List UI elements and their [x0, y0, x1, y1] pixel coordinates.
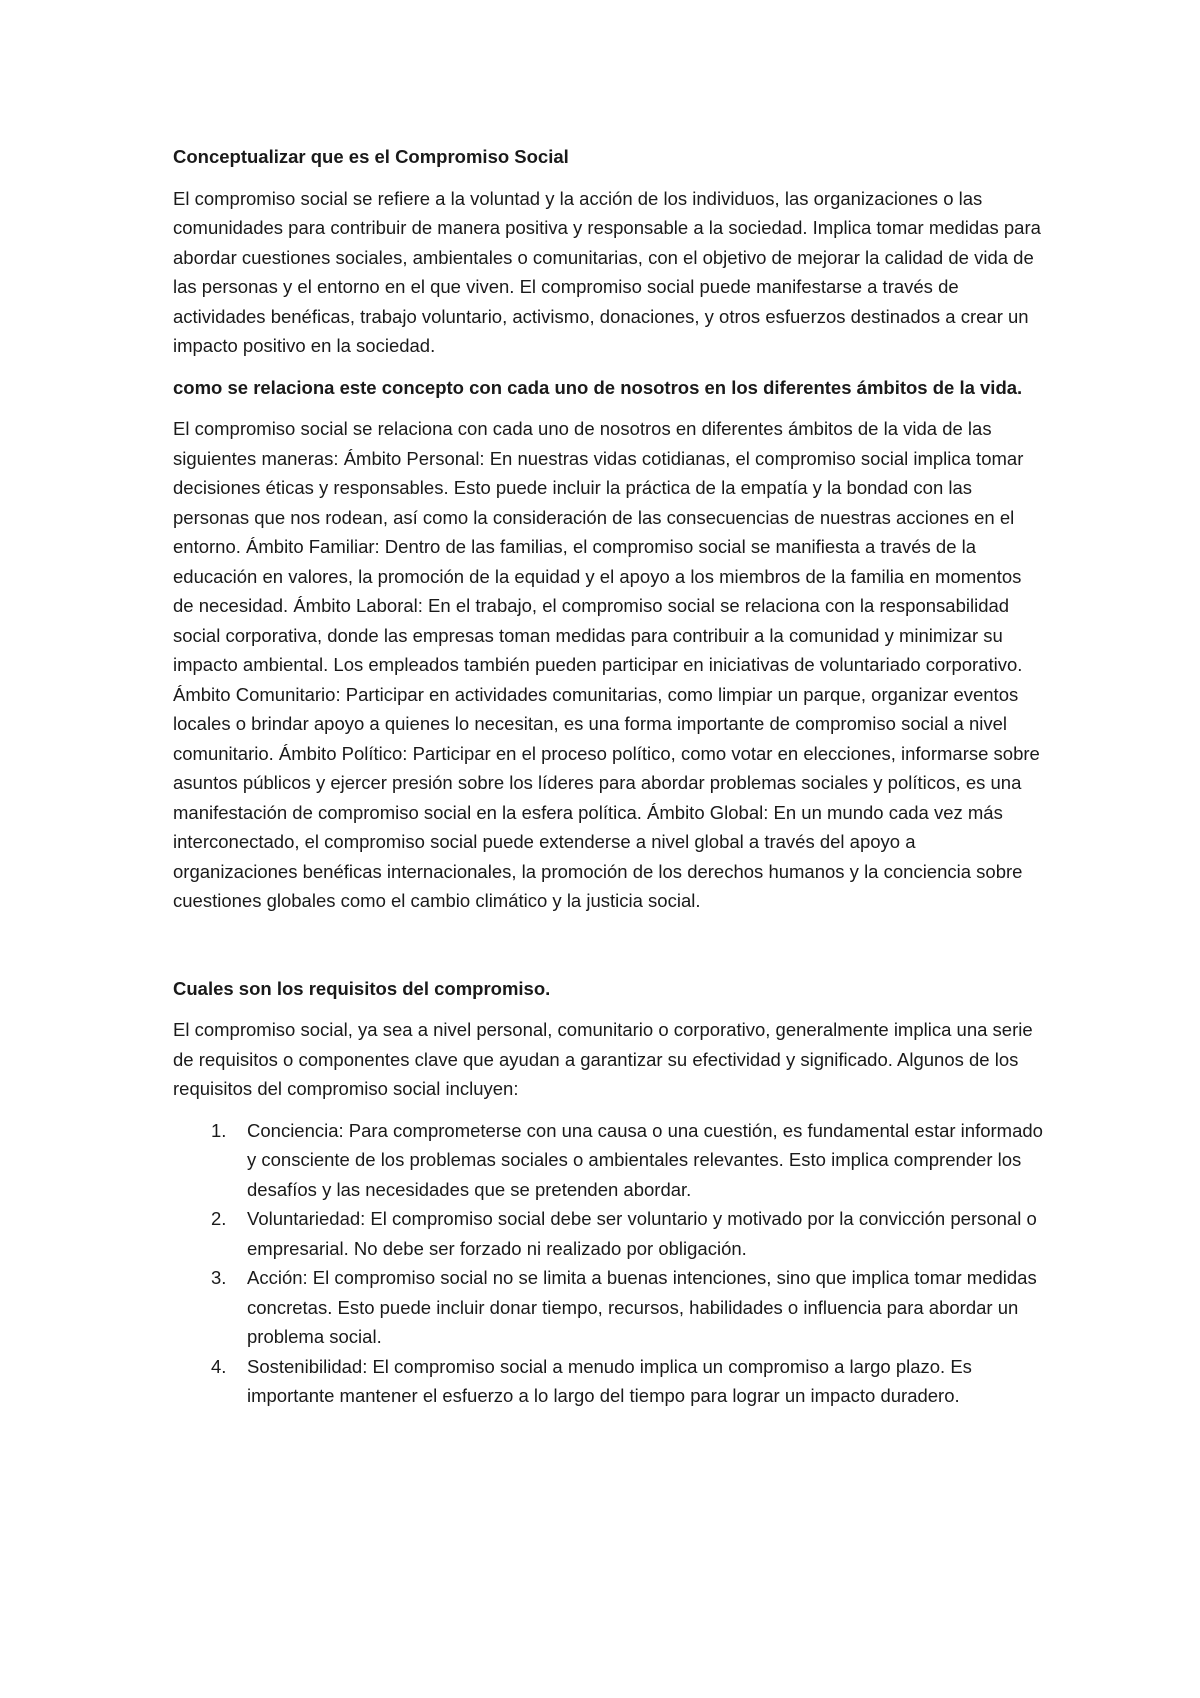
list-item-requirement [173, 1352, 1043, 1411]
section-heading-concept: Conceptualizar que es el Compromiso Social [173, 146, 569, 167]
list-item-text: Voluntariedad: El compromiso social debe ser voluntario y motivado por la convicción personal o empresarial. No debe ser forzado ni realizado por obligación. [247, 1208, 1037, 1259]
list-item-requirement [173, 1263, 1043, 1352]
paragraph-relation: El compromiso social se relaciona con cada uno de nosotros en diferentes ámbitos de la vida de las siguientes maneras: Ámbito Personal: En nuestras vidas cotidianas, el compromiso social implica tomar decisiones éticas y responsables. Esto puede incluir la práctica de la empatía y la bondad con las personas que nos rodean, así como la consideración de las consecuencias de nuestras acciones en el entorno. Ámbito Familiar: Dentro de las familias, el compromiso social se manifiesta a través de la educación en valores, la promoción de la equidad y el apoyo a los miembros de la familia en momentos de necesidad. Ámbito Laboral: En el trabajo, el compromiso social se relaciona con la responsabilidad social corporativa, donde las empresas toman medidas para contribuir a la comunidad y minimizar su impacto ambiental. Los empleados también pueden participar en iniciativas de voluntariado corporativo. Ámbito Comunitario: Participar en actividades comunitarias, como limpiar un parque, organizar eventos locales o brindar apoyo a quienes lo necesitan, es una forma importante de compromiso social a nivel comunitario. Ámbito Político: Participar en el proceso político, como votar en elecciones, informarse sobre asuntos públicos y ejercer presión sobre los líderes para abordar problemas sociales y políticos, es una manifestación de compromiso social en la esfera política. Ámbito Global: En un mundo cada vez más interconectado, el compromiso social puede extenderse a nivel global a través del apoyo a organizaciones benéficas internacionales, la promoción de los derechos humanos y la conciencia sobre cuestiones globales como el cambio climático y la justicia social. [173, 418, 1040, 911]
blank-line-spacer [173, 928, 1043, 974]
section-heading-requirements: Cuales son los requisitos del compromiso. [173, 977, 551, 999]
list-item-text: Acción: El compromiso social no se limita a buenas intenciones, sino que implica tomar medidas concretas. Esto puede incluir donar tiempo, recursos, habilidades o influencia para abordar un problema social. [247, 1267, 1037, 1347]
list-item-text: Conciencia: Para comprometerse con una causa o una cuestión, es fundamental estar informado y consciente de los problemas sociales o ambientales relevantes. Esto implica comprender los desafíos y las necesidades que se pretenden abordar. [247, 1119, 1043, 1200]
section-heading-relation: como se relaciona este concepto con cada uno de nosotros en los diferentes ámbitos de la vida. [173, 376, 1023, 398]
list-item-requirement [173, 1204, 1043, 1263]
paragraph-concept: El compromiso social se refiere a la voluntad y la acción de los individuos, las organizaciones o las comunidades para contribuir de manera positiva y responsable a la sociedad. Implica tomar medidas para abordar cuestiones sociales, ambientales o comunitarias, con el objetivo de mejorar la calidad de vida de las personas y el entorno en el que viven. El compromiso social puede manifestarse a través de actividades benéficas, trabajo voluntario, activismo, donaciones, y otros esfuerzos destinados a crear un impacto positivo en la sociedad. [173, 187, 1041, 356]
document-body [173, 142, 1043, 1411]
list-item-requirement [173, 1116, 1043, 1205]
requirements-list [173, 1116, 1043, 1411]
list-item-number: 1. [211, 1119, 227, 1141]
list-item-text: Sostenibilidad: El compromiso social a menudo implica un compromiso a largo plazo. Es importante mantener el esfuerzo a lo largo del tiempo para lograr un impacto duradero. [247, 1355, 972, 1406]
list-item-number: 3. [211, 1267, 227, 1288]
list-item-number: 4. [211, 1355, 227, 1377]
list-item-number: 2. [211, 1208, 227, 1229]
paragraph-requirements-intro: El compromiso social, ya sea a nivel personal, comunitario o corporativo, generalmente implica una serie de requisitos o componentes clave que ayudan a garantizar su efectividad y significado. Algunos de los requisitos del compromiso social incluyen: [173, 1019, 1033, 1099]
